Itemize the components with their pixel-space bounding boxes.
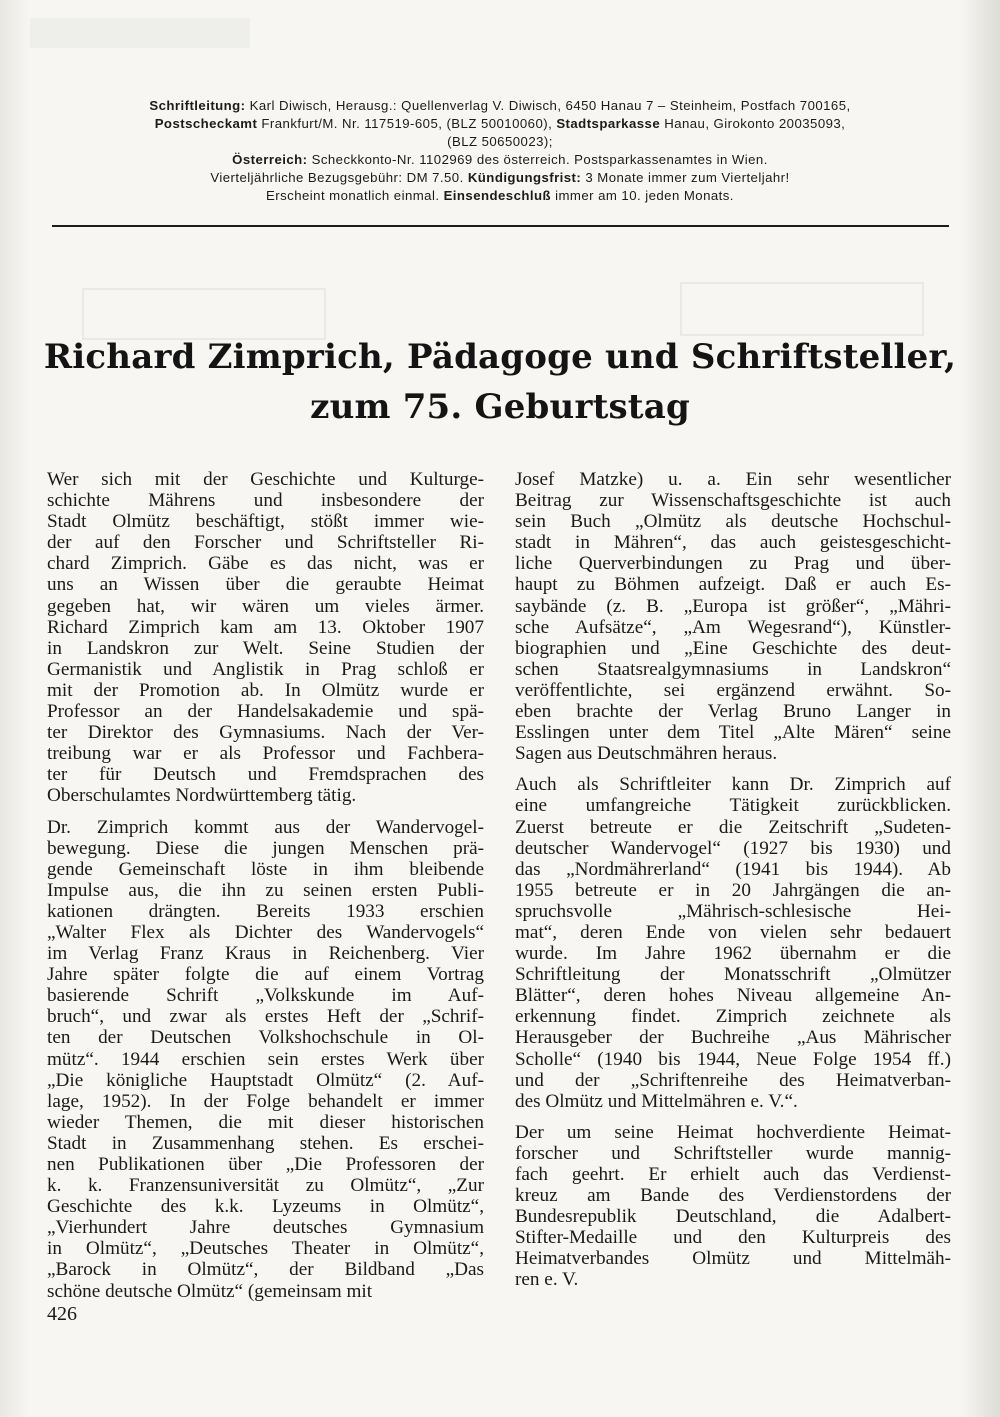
text-line: wurde. Im Jahre 1962 übernahm er die — [515, 943, 951, 965]
text-line: Professor an der Handelsakademie und spä- — [47, 701, 484, 723]
paragraph — [47, 817, 484, 1302]
text-line: Auch als Schriftleiter kann Dr. Zimprich auf — [515, 774, 951, 796]
text-line: wieder Themen, die mit dieser historischen — [47, 1111, 484, 1133]
text-line: Beitrag zur Wissenschaftsgeschichte ist auch — [515, 490, 951, 512]
text-column-left — [47, 469, 484, 1302]
text-line: Blätter“, deren hohes Niveau allgemeine An- — [515, 985, 951, 1007]
text-line: „Vierhundert Jahre deutsches Gymnasium — [47, 1217, 484, 1239]
text-line: Bundesrepublik Deutschland, die Adalbert- — [515, 1206, 951, 1228]
text-line: Jahre später folgte die auf einem Vortrag — [47, 964, 484, 986]
text-line: und der „Schriftenreihe des Heimatverban- — [515, 1069, 951, 1091]
text-line: gegeben hat, wir wären um vieles ärmer. — [47, 595, 484, 617]
text-line: Stadt in Zusammenhang stehen. Es erschei- — [47, 1132, 484, 1154]
text-line: treibung war er als Professor und Fachbera- — [47, 743, 484, 765]
text-line: Schriftleitung der Monatsschrift „Olmützer — [515, 964, 951, 986]
text-line: liche Querverbindungen zu Prag und über- — [515, 553, 951, 575]
text-line: sche Aufsätze“, „Am Wegesrand“), Künstler- — [515, 616, 951, 638]
text-line: eine umfangreiche Tätigkeit zurückblicken. — [515, 795, 951, 817]
text-line: uns an Wissen über die geraubte Heimat — [47, 574, 484, 596]
text-line: saybände (z. B. „Europa ist größer“, „Mähri- — [515, 595, 951, 617]
text-line: Impulse aus, die ihn zu seinen ersten Publi- — [47, 879, 484, 901]
text-line: chard Zimprich. Gäbe es das nicht, was er — [47, 553, 484, 575]
text-line: schen Staatsrealgymnasiums in Landskron“ — [515, 658, 951, 680]
text-line: 1955 betreute er in 20 Jahrgängen die an- — [515, 879, 951, 901]
text-line: forscher und Schriftsteller wurde mannig- — [515, 1142, 951, 1164]
text-line: deutscher Wandervogel“ (1927 bis 1930) und — [515, 837, 951, 859]
text-line: Esslingen unter dem Titel „Alte Mären“ seine — [515, 722, 951, 744]
text-line: Josef Matzke) u. a. Ein sehr wesentlicher — [515, 469, 951, 490]
text-line: Stifter-Medaille und den Kulturpreis des — [515, 1227, 951, 1249]
text-line: schichte Mährens und insbesondere der — [47, 490, 484, 512]
masthead-line-2: Postscheckamt Frankfurt/M. Nr. 117519-605, (BLZ 50010060), Stadtsparkasse Hanau, Girokonto 20035093, — [154, 116, 846, 131]
text-line: fach geehrt. Er erhielt auch das Verdienst- — [515, 1164, 951, 1185]
text-line: im Verlag Franz Kraus in Reichenberg. Vier — [47, 943, 484, 965]
text-line: veröffentlichte, sei ergänzend erwähnt. So- — [515, 679, 951, 701]
bleed-through-box-right — [680, 282, 924, 336]
text-line: der auf den Forscher und Schriftsteller Ri- — [47, 532, 484, 554]
article-title-line-2: zum 75. Geburtstag — [310, 387, 690, 427]
text-line: spruchsvolle „Mährisch-schlesische Hei- — [515, 900, 951, 922]
text-line: in Landskron zur Welt. Seine Studien der — [47, 637, 484, 659]
masthead — [52, 97, 948, 205]
text-line: erkennung findet. Zimprich zeichnete als — [515, 1006, 951, 1028]
text-line: bewegung. Diese die jungen Menschen prä- — [47, 837, 484, 859]
text-line: „Barock in Olmütz“, der Bildband „Das — [47, 1259, 484, 1281]
paragraph — [515, 469, 951, 764]
text-line: Scholle“ (1940 bis 1944, Neue Folge 1954 ff.) — [515, 1048, 951, 1070]
text-line: des Olmütz und Mittelmähren e. V.“. — [515, 1090, 798, 1112]
text-line: „Walter Flex als Dichter des Wandervogels“ — [47, 921, 484, 943]
text-line: k. k. Franzensuniversität zu Olmütz“, „Zur — [47, 1175, 484, 1197]
article-title-line-1: Richard Zimprich, Pädagoge und Schriftsteller, — [43, 337, 957, 377]
text-line: eben brachte der Verlag Bruno Langer in — [515, 701, 951, 723]
text-line: gende Gemeinschaft löste in ihm bleibende — [47, 858, 484, 880]
text-line: kationen drängten. Bereits 1933 erschien — [47, 900, 484, 922]
text-line: basierende Schrift „Volkskunde im Auf- — [47, 985, 484, 1007]
text-line: ter für Deutsch und Fremdsprachen des — [47, 764, 484, 786]
text-line: bruch“, und zwar als erstes Heft der „Schrif- — [47, 1006, 484, 1028]
text-line: Stadt Olmütz beschäftigt, stößt immer wie- — [47, 511, 484, 533]
page-number: 426 — [47, 1303, 77, 1325]
text-line: ren e. V. — [515, 1269, 579, 1291]
text-line: schöne deutsche Olmütz“ (gemeinsam mit — [47, 1280, 373, 1302]
text-line: Der um seine Heimat hochverdiente Heimat- — [515, 1121, 951, 1143]
text-line: ten der Deutschen Volkshochschule in Ol- — [47, 1027, 484, 1049]
text-line: ter Direktor des Gymnasiums. Nach der Ver- — [47, 722, 484, 744]
text-line: mat“, deren Ende von vielen sehr bedauert — [515, 921, 951, 943]
text-line: mütz“. 1944 erschien sein erstes Werk über — [47, 1048, 484, 1070]
masthead-line-1: Schriftleitung: Karl Diwisch, Herausg.: Quellenverlag V. Diwisch, 6450 Hanau 7 – Steinheim, Postfach 700165, — [149, 98, 851, 113]
text-line: Dr. Zimprich kommt aus der Wandervogel- — [47, 816, 484, 838]
bleed-through-top — [30, 18, 250, 48]
paragraph — [515, 774, 951, 1112]
text-line: biographien und „Eine Geschichte des deut- — [515, 637, 951, 659]
text-line: kreuz am Bande des Verdienstordens der — [515, 1185, 951, 1207]
masthead-line-3: (BLZ 50650023); — [447, 134, 553, 149]
text-line: Sagen aus Deutschmähren heraus. — [515, 743, 778, 765]
text-line: sein Buch „Olmütz als deutsche Hochschul- — [515, 511, 951, 533]
text-line: in Olmütz“, „Deutsches Theater in Olmütz“, — [47, 1238, 484, 1260]
text-line: Heimatverbandes Olmütz und Mittelmäh- — [515, 1248, 951, 1270]
text-line: „Die königliche Hauptstadt Olmütz“ (2. Auf- — [47, 1069, 484, 1091]
masthead-divider — [52, 225, 949, 227]
text-line: nen Publikationen über „Die Professoren der — [47, 1154, 484, 1175]
paragraph — [47, 469, 484, 807]
text-line: das „Nordmährerland“ (1941 bis 1944). Ab — [515, 858, 951, 880]
text-line: Wer sich mit der Geschichte und Kulturge- — [47, 469, 484, 490]
text-line: Oberschulamtes Nordwürttemberg tätig. — [47, 785, 357, 807]
text-line: Herausgeber der Buchreihe „Aus Mährischer — [515, 1027, 951, 1049]
text-line: Zuerst betreute er die Zeitschrift „Sudeten- — [515, 816, 951, 838]
masthead-line-6: Erscheint monatlich einmal. Einsendeschluß immer am 10. jeden Monats. — [266, 188, 734, 203]
text-line: lage, 1952). In der Folge behandelt er immer — [47, 1090, 484, 1112]
text-column-right — [515, 469, 951, 1291]
text-line: mit der Promotion ab. In Olmütz wurde er — [47, 679, 484, 701]
text-line: Germanistik und Anglistik in Prag schloß er — [47, 658, 484, 680]
text-line: haupt zu Böhmen aufzeigt. Daß er auch Es- — [515, 574, 951, 596]
paragraph — [515, 1122, 951, 1291]
article-title — [40, 332, 960, 432]
text-line: stadt in Mähren“, das auch geistesgeschicht- — [515, 532, 951, 554]
text-line: Geschichte des k.k. Lyzeums in Olmütz“, — [47, 1196, 484, 1218]
text-line: Richard Zimprich kam am 13. Oktober 1907 — [47, 616, 484, 638]
masthead-line-5: Vierteljährliche Bezugsgebühr: DM 7.50. Kündigungsfrist: 3 Monate immer zum Vierteljahr! — [210, 170, 790, 185]
masthead-line-4: Österreich: Scheckkonto-Nr. 1102969 des österreich. Postsparkassenamtes in Wien. — [232, 152, 768, 167]
